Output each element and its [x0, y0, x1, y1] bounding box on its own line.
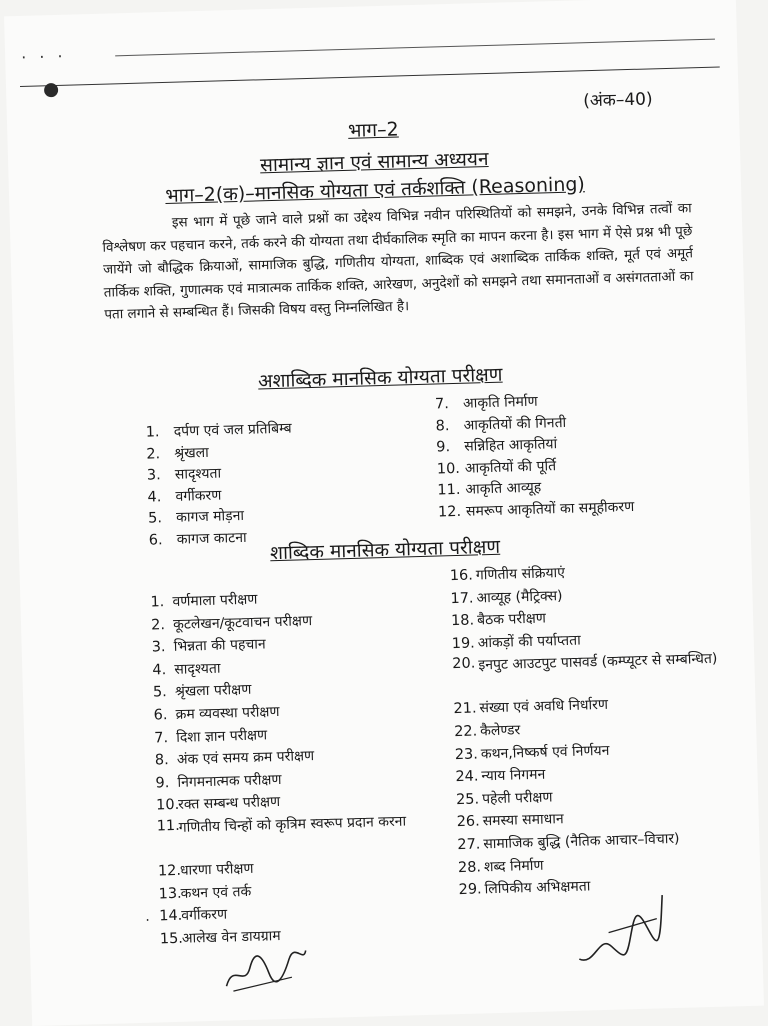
list-item: 10.रक्त सम्बन्ध परीक्षण — [155, 794, 281, 814]
list-item: 13.कथन एवं तर्क — [158, 883, 252, 902]
scan-dot: · — [145, 912, 151, 929]
list-item: 2. कूटलेखन/कूटवाचन परीक्षण — [150, 612, 313, 634]
list-item: 24. न्याय निगमन — [455, 766, 546, 786]
list-item: 25. पहेली परीक्षण — [455, 789, 553, 808]
list-item: 12.धारणा परीक्षण — [157, 860, 254, 880]
signature-right — [563, 889, 686, 987]
document-page — [4, 0, 764, 1026]
list-item: 16. गणितीय संक्रियाएं — [449, 564, 566, 585]
signature-left-scribble — [218, 942, 313, 996]
list-item: 3. सादृश्यता — [146, 465, 222, 484]
list-item: 12. समरूप आकृतियों का समूहीकरण — [437, 498, 635, 520]
list-item: 2. श्रृंखला — [146, 444, 210, 463]
signature-right-scribble — [563, 889, 685, 980]
intro-paragraph: इस भाग में पूछे जाने वाले प्रश्नों का उद्देश्य विभिन्न नवीन परिस्थितियों को समझने, उनके विभिन्न तत्वों का विश्लेषण कर पहचान करने, तर्क करने की योग्यता तथा दीर्घकालिक स्मृति का मापन करना है। इस भाग में ऐसे प्रश्न भी पूछे जायेंगे जो बौद्धिक क्रियाओं, सामाजिक बुद्धि, गणितीय योग्यता, शाब्दिक एवं अशाब्दिक तार्किक शक्ति, मूर्त एवं अमूर्त तार्किक शक्ति, गुणात्मक एवं मात्रात्मक तार्किक शक्ति, आरेखण, अनुदेशों को समझने तथा समानताओं व असंगतताओं का पता लगाने से सम्बन्धित हैं। जिसकी विषय वस्तु निम्नलिखित है। — [102, 200, 694, 323]
list-item: 7. दिशा ज्ञान परीक्षण — [154, 726, 268, 747]
list-item: 17. आव्यूह (मैट्रिक्स) — [450, 587, 563, 607]
list-item: 1. दर्पण एवं जल प्रतिबिम्ब — [145, 420, 292, 441]
nonverbal-list-right — [435, 389, 635, 523]
list-item: 21. संख्या एवं अवधि निर्धारण — [453, 697, 609, 718]
list-item: 27. सामाजिक बुद्धि (नैतिक आचार–विचार) — [457, 830, 680, 854]
list-item: 15.आलेख वेन डायग्राम — [159, 927, 281, 948]
nonverbal-heading: अशाब्दिक मानसिक योग्यता परीक्षण — [257, 363, 503, 393]
list-item: 4. सादृश्यता — [152, 660, 221, 679]
list-item: 8. अंक एवं समय क्रम परीक्षण — [154, 748, 315, 769]
list-item: 5. कागज मोड़ना — [147, 507, 245, 527]
list-item: 3. भिन्नता की पहचान — [151, 636, 266, 656]
part-title: भाग–2 — [347, 118, 399, 142]
list-item: 5. श्रृंखला परीक्षण — [152, 682, 252, 701]
top-rule-thin — [115, 39, 715, 57]
list-item: 9. सन्निहित आकृतियां — [436, 436, 558, 456]
list-item: 20. इनपुट आउटपुट पासवर्ड (कम्प्यूटर से सम्बन्धित) — [452, 651, 718, 674]
punch-hole — [44, 83, 58, 97]
list-item: 11.गणितीय चिन्हों को कृत्रिम स्वरूप प्रदान करना — [156, 813, 407, 836]
verbal-list-left — [150, 585, 432, 952]
subject-title: सामान्य ज्ञान एवं सामान्य अध्ययन — [259, 147, 489, 177]
scan-speck-marks: · · · — [20, 46, 67, 67]
list-item: 19. आंकड़ों की पर्याप्तता — [451, 632, 581, 652]
list-item: 28. शब्द निर्माण — [457, 857, 544, 876]
list-item: 23. कथन,निष्कर्ष एवं निर्णयन — [454, 742, 610, 763]
list-item: 6. कागज काटना — [148, 529, 247, 549]
verbal-heading: शाब्दिक मानसिक योग्यता परीक्षण — [269, 535, 501, 565]
list-item: 10. आकृतियों की पूर्ति — [436, 457, 557, 478]
signature-left — [218, 942, 315, 1003]
nonverbal-list-left — [145, 419, 295, 552]
list-item: 8. आकृतियों की गिनती — [435, 414, 567, 435]
list-item: 22. कैलेण्डर — [453, 722, 521, 741]
list-item: 29. लिपिकीय अभिक्षमता — [458, 878, 591, 899]
list-item: 11. आकृति आव्यूह — [437, 479, 542, 499]
list-item: 6. क्रम व्यवस्था परीक्षण — [153, 703, 280, 724]
top-rule — [20, 66, 720, 87]
list-item: 4. वर्गीकरण — [147, 487, 222, 506]
list-item: 9. निगमनात्मक परीक्षण — [155, 771, 282, 792]
list-item: 18. बैठक परीक्षण — [450, 610, 547, 630]
list-item: 26. समस्या समाधान — [456, 811, 564, 831]
list-item: 1. वर्णमाला परीक्षण — [150, 591, 258, 611]
marks-label: (अंक–40) — [582, 89, 653, 112]
list-item: 7. आकृति निर्माण — [434, 393, 538, 413]
verbal-list-right — [450, 559, 730, 903]
list-item: 14.वर्गीकरण — [159, 906, 228, 925]
subpart-title: भाग–2(क)–मानसिक योग्यता एवं तर्कशक्ति (Reasoning) — [164, 173, 586, 207]
